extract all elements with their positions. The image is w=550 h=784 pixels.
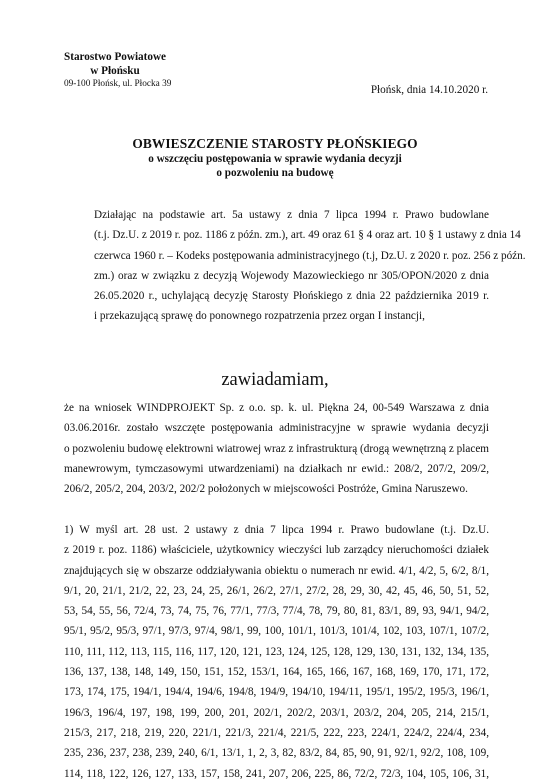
issuer-address: 09-100 Płońsk, ul. Płocka 39 [64, 79, 172, 89]
text-line: 9/1, 20, 21/1, 21/2, 22, 23, 24, 25, 26/1, 26/2, 27/1, 27/2, 28, 29, 30, 42, 45, 46, 50, 51, 52, [64, 584, 489, 597]
document-title: OBWIESZCZENIE STAROSTY PŁOŃSKIEGO [132, 136, 418, 151]
document-title-block [0, 136, 550, 180]
announcement-heading: zawiadamiam, [221, 370, 329, 390]
text-line: 95/1, 95/2, 95/3, 97/1, 97/3, 97/4, 98/1, 99, 100, 101/1, 101/3, 101/4, 102, 103, 107/1, 107/2, [64, 625, 489, 638]
issuer-block [64, 50, 194, 91]
text-line: 215/3, 217, 218, 219, 220, 221/1, 221/3, 221/4, 221/5, 222, 223, 224/1, 224/2, 224/4, 234, [64, 726, 489, 739]
legal-basis-paragraph [64, 205, 526, 327]
text-line: 03.06.2016r. zostało wszczęte postępowania administracyjne w sprawie wydania decyzji [64, 422, 489, 435]
text-line: 235, 236, 237, 238, 239, 240, 6/1, 13/1, 1, 2, 3, 82, 83/2, 84, 85, 90, 91, 92/1, 92/2, 108, 109, [64, 747, 489, 760]
application-paragraph [64, 398, 489, 499]
text-line: 206/2, 205/2, 204, 203/2, 202/2 położonych w miejscowości Postróże, Gmina Naruszewo. [64, 483, 468, 496]
text-line: 196/3, 196/4, 197, 198, 199, 200, 201, 202/1, 202/2, 203/1, 203/2, 204, 205, 214, 215/1, [64, 706, 489, 719]
issuer-location: w Płońsku [90, 65, 140, 77]
text-line: o pozwoleniu budowę elektrowni wiatrowej wraz z infrastrukturą (drogą wewnętrzną z placem [64, 442, 489, 455]
text-line: znajdujących się w obszarze oddziaływania obiektu o numerach nr ewid. 4/1, 4/2, 5, 6/2, 8/1, [64, 564, 489, 577]
text-line: zm.) oraz w związku z decyzją Wojewody Mazowieckiego nr 305/OPON/2020 z dnia [94, 269, 489, 282]
text-line: 136, 137, 138, 148, 149, 150, 151, 152, 153/1, 164, 165, 166, 167, 168, 169, 170, 171, 172, [64, 666, 489, 679]
text-line: 173, 174, 175, 194/1, 194/4, 194/6, 194/8, 194/9, 194/10, 194/11, 195/1, 195/2, 195/3, 196/1, [64, 686, 489, 699]
text-line: (t.j. Dz.U. z 2019 r. poz. 1186 z późn. zm.), art. 49 oraz 61 § 4 oraz art. 10 § 1 ustawy z dnia 14 [94, 229, 521, 242]
text-line: i przekazującą sprawę do ponownego rozpatrzenia przez organ I instancji, [94, 310, 425, 323]
text-line: 1) W myśl art. 28 ust. 2 ustawy z dnia 7 lipca 1994 r. Prawo budowlane (t.j. Dz.U. [64, 524, 489, 536]
text-line: manewrowym, tymczasowymi utwardzeniami) na działkach nr ewid.: 208/2, 207/2, 209/2, [64, 462, 489, 475]
text-line: 53, 54, 55, 56, 72/4, 73, 74, 75, 76, 77/1, 77/3, 77/4, 78, 79, 80, 81, 83/1, 89, 93, 94/1, 94/2, [64, 605, 489, 618]
text-line: czerwca 1960 r. – Kodeks postępowania administracyjnego (t.j, Dz.U. z 2020 r. poz. 256 z późn. [94, 249, 526, 262]
text-line: Działając na podstawie art. 5a ustawy z dnia 7 lipca 1994 r. Prawo budowlane [94, 209, 489, 221]
issuer-name: Starostwo Powiatowe [64, 51, 167, 63]
text-line: 110, 111, 112, 113, 115, 116, 117, 120, 121, 123, 124, 125, 128, 129, 130, 131, 132, 134, 135, [64, 645, 489, 658]
text-line: 114, 118, 122, 126, 127, 133, 157, 158, 241, 207, 206, 225, 86, 72/2, 72/3, 104, 105, 106, 31, [64, 767, 489, 780]
text-line: że na wniosek WINDPROJEKT Sp. z o.o. sp. k. ul. Piękna 24, 00-549 Warszawa z dnia [64, 402, 489, 414]
parcels-paragraph [64, 520, 489, 784]
document-subtitle-line2: o pozwoleniu na budowę [216, 167, 334, 179]
text-line: z 2019 r. poz. 1186) właściciele, użytkownicy wieczyści lub zarządcy nieruchomości działek [64, 544, 489, 557]
text-line: 26.05.2020 r., uchylającą decyzję Starosty Płońskiego z dnia 22 października 2019 r. [94, 290, 489, 303]
document-subtitle-line1: o wszczęciu postępowania w sprawie wydania decyzji [148, 153, 402, 165]
place-and-date: Płońsk, dnia 14.10.2020 r. [370, 84, 488, 96]
